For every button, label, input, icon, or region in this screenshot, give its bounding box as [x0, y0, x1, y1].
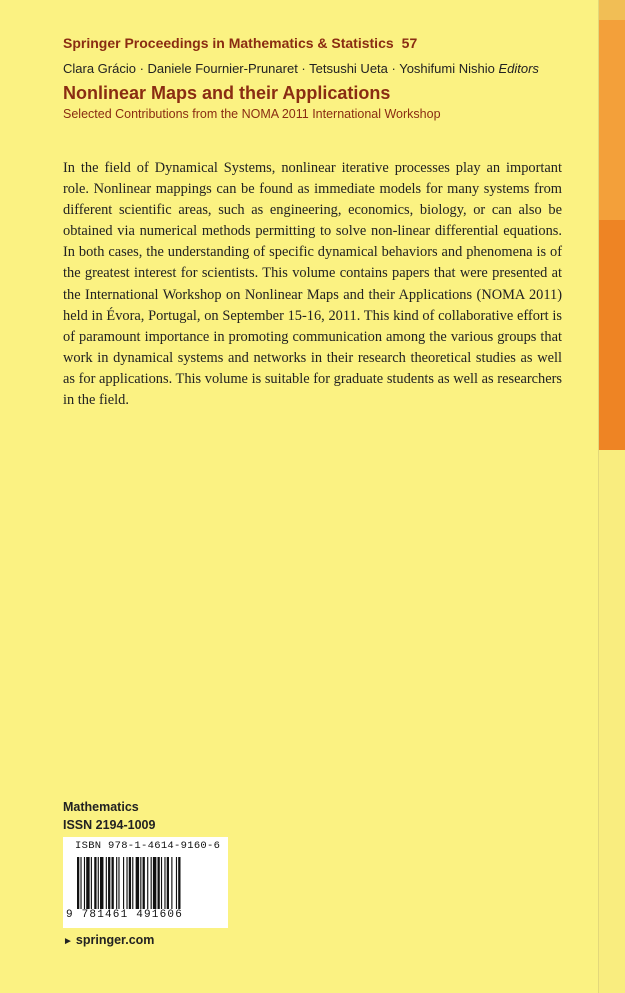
barcode-bar — [176, 857, 177, 909]
barcode-bar — [94, 857, 96, 909]
barcode-bar — [91, 857, 92, 909]
editors-role: Editors — [498, 61, 539, 76]
barcode-bar — [140, 857, 141, 909]
barcode-bar — [86, 857, 89, 909]
barcode-bar — [108, 857, 110, 909]
barcode-bars — [77, 857, 215, 909]
barcode-bar — [161, 857, 162, 909]
barcode — [63, 837, 228, 928]
spine-band-orange — [599, 20, 625, 220]
issn-label: ISSN 2194-1009 — [63, 818, 156, 832]
barcode-bar — [153, 857, 156, 909]
barcode-bar — [171, 857, 172, 909]
barcode-bar — [116, 857, 117, 909]
barcode-bar — [80, 857, 81, 909]
barcode-bar — [143, 857, 145, 909]
series-volume: 57 — [401, 35, 418, 51]
isbn-text: ISBN 978-1-4614-9160-6 — [75, 840, 221, 852]
publisher-link[interactable] — [63, 933, 154, 947]
barcode-bar — [151, 857, 152, 909]
barcode-bar — [112, 857, 114, 909]
series-title — [63, 35, 417, 51]
editor-names: Clara Grácio · Daniele Fournier-Prunaret · Tetsushi Ueta · Yoshifumi Nishio — [63, 61, 495, 76]
barcode-bar — [164, 857, 165, 909]
book-spine-edge — [598, 0, 625, 993]
barcode-bar — [167, 857, 169, 909]
barcode-digits: 9 781461 491606 — [66, 909, 184, 921]
barcode-bar — [136, 857, 139, 909]
barcode-bar — [129, 857, 131, 909]
barcode-bar — [77, 857, 79, 909]
barcode-bar — [100, 857, 103, 909]
barcode-bar — [123, 857, 124, 909]
spine-band-yellow — [599, 450, 625, 993]
barcode-bar — [126, 857, 127, 909]
barcode-bar — [118, 857, 119, 909]
spine-band-dark-orange — [599, 220, 625, 450]
editors-line — [63, 61, 539, 76]
publisher-name: springer.com — [75, 933, 155, 947]
barcode-bar — [106, 857, 107, 909]
series-name: Springer Proceedings in Mathematics & Statistics — [63, 35, 394, 51]
book-subtitle: Selected Contributions from the NOMA 2011 International Workshop — [63, 107, 441, 121]
barcode-bar — [178, 857, 180, 909]
book-title: Nonlinear Maps and their Applications — [63, 83, 391, 103]
barcode-bar — [84, 857, 85, 909]
subject-label: Mathematics — [63, 800, 139, 814]
barcode-bar — [147, 857, 148, 909]
barcode-bar — [158, 857, 160, 909]
barcode-bar — [132, 857, 133, 909]
arrow-right-icon: ► — [63, 936, 73, 947]
barcode-bar — [98, 857, 99, 909]
back-cover-blurb: In the field of Dynamical Systems, nonlinear iterative processes play an important role. Nonlinear mappings can be found as immediate models for many systems from different scientific areas, such as engineering, economics, biology, or can also be obtained via numerical methods permitting to solve non-linear differential equations. In both cases, the understanding of specific dynamical behaviors and phenomena is of the greatest interest for scientists. This volume contains papers that were presented at the International Workshop on Nonlinear Maps and their Applications (NOMA 2011) held in Évora, Portugal, on September 15-16, 2011. This kind of collaborative effort is of paramount importance in promoting communication among the various groups that work in dynamical systems and networks in their research theoretical studies as well as for applications. This volume is suitable for graduate students as well as researchers in the field. — [63, 160, 562, 409]
